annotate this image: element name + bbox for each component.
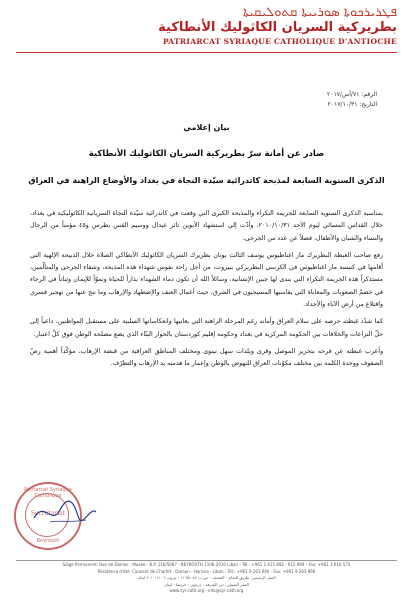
body-paragraph-3: كما شدّد غبطته حرصه على سلام العراق وأمانه رغم المرحلة الراهنة التي يعانيها وانعكاساتها السلبية على مستقبل المواطنين، داعياً إلى حلّ النزاعات والخلافات بين الحكومة المركزية في بغداد وحكومة إقليم كوردستان بالحوار البنّاء الذي يضع مصلحة الوطن فوق كلّ اعتبار. bbox=[30, 318, 383, 338]
reference-number: الرقم: ٧١/أس/٢٠١٧ bbox=[327, 91, 377, 98]
syriac-header: ܦܛܪܝܪܟܘܬܐ ܣܘܪܝܝܬܐ ܩܬܘܠܝܩܝܬܐ bbox=[242, 5, 397, 20]
statement-heading: بيان إعلامي bbox=[183, 123, 230, 132]
stamp-middle-text: Secrétariat bbox=[30, 510, 66, 517]
footer-address-line-1: Siège Permanent: Rue de Damas - Musée - B.P. 116/5087 - BEYROUTH 1106-2010 Liban - Tél.: +961 1 615 892 - 615 894 - Fax: +961 1 616 573 bbox=[62, 562, 351, 567]
stamp-top-text: Patriarcat Syriaque Catholique bbox=[24, 487, 72, 499]
signature-icon bbox=[30, 496, 100, 526]
statement-body bbox=[30, 208, 383, 376]
reference-date: التاريخ: ٢٠١٧/١٠/٣١ bbox=[327, 101, 377, 108]
footer-address-line-2: Résidence d'été: Couvent de Charfet - Daroun - Harissa - Liban - Tél.: +961 9 263 040 - Fax: +961 9 263 966 bbox=[97, 568, 316, 574]
body-paragraph-2: رفع صاحب الغبطة البطريرك مار اغناطيوس يوسف الثالث يونان بطريرك السريان الكاثوليك الأنطاكي الصلاة خلال الذبيحة الإلهية التي أقامها في كنيسة مار اغناطيوس في الكرسي البطريركي ببيروت، من أجل راحة نفوس شهداء هذه المذبحة، وشفاء الجرحى والمتألّمين، مستذكراً هذه الجريمة النكراء التي يندى لها جبين الإنسانية، وسائلاً الله أن تكون دماء الشهداء بذاراً للحياة ونموّاً للإيمان وثباتاً في الرجاء في خضمّ الصعوبات والمعاناة التي يقاسيها المسيحيون في الشرق، حيث أعمال العنف والإضطهاد والإرهاب وما نتج عنها من تهجير قسري واقتلاع من أرض الآباء والأجداد. bbox=[30, 251, 383, 309]
body-paragraph-1: بمناسبة الذكرى السنوية السابعة للجريمة النكراء والمذبحة الكبرى التي وقعت في كاتدرائية سيّدة النجاة السريانية الكاثوليكية في بغداد، خلال القداس المسائي ليوم الأحد ٢٠١٠/١٠/٣١، وأدّت إلى استشهاد الأبوين ثائر عبدال ووسيم القس بطرس و٤٥ مؤمناً من الرجال والنساء والشبان والأطفال، فضلاً عن عدد من الجرحى، bbox=[30, 210, 383, 242]
latin-header: PATRIARCAT SYRIAQUE CATHOLIQUE D'ANTIOCHE bbox=[162, 37, 397, 46]
header-divider bbox=[16, 52, 397, 53]
footer-address-line-4: المقر الصيفي: دير الشرفة - درعون - حريصا - لبنان bbox=[164, 581, 249, 587]
reference-block bbox=[327, 90, 377, 110]
footer-divider bbox=[16, 560, 397, 561]
body-paragraph-4: وأعرب غبطته عن فرحه بتحرير الموصل وقرى وبلدات سهل نينوى ومختلف المناطق العراقية من قبضة الإرهاب، مؤكّداً أهمية رصّ الصفوف ووحدة الكلمة بين مختلف مكوّنات العراق للنهوض بالوطن وإعمار ما هدمته يد الإرهاب والتطرّف. bbox=[30, 347, 383, 368]
footer-address-line-3: المقر الرئيسي: طريق الشام - المتحف - ص.ب ١١٦/٥٠٨٧ - بيروت ١١٠٦-٢٠١٠ لبنان bbox=[137, 575, 276, 581]
subject-heading: الذكرى السنوية السابعة لمذبحة كاتدرائية سيّدة النجاة في بغداد والأوضاع الراهنة في العراق bbox=[28, 176, 385, 185]
footer bbox=[10, 562, 403, 595]
issuer-heading: صادر عن أمانة سرّ بطريركية السريان الكاثوليك الأنطاكية bbox=[88, 149, 325, 159]
arabic-header: بطريركية السريان الكاثوليك الأنطاكية bbox=[158, 20, 397, 35]
footer-contact-link[interactable]: www.syr-cath.org - info@syr-cath.org bbox=[169, 588, 244, 594]
stamp-bottom-text: Beyrouth bbox=[36, 538, 60, 544]
letterhead bbox=[97, 6, 397, 46]
